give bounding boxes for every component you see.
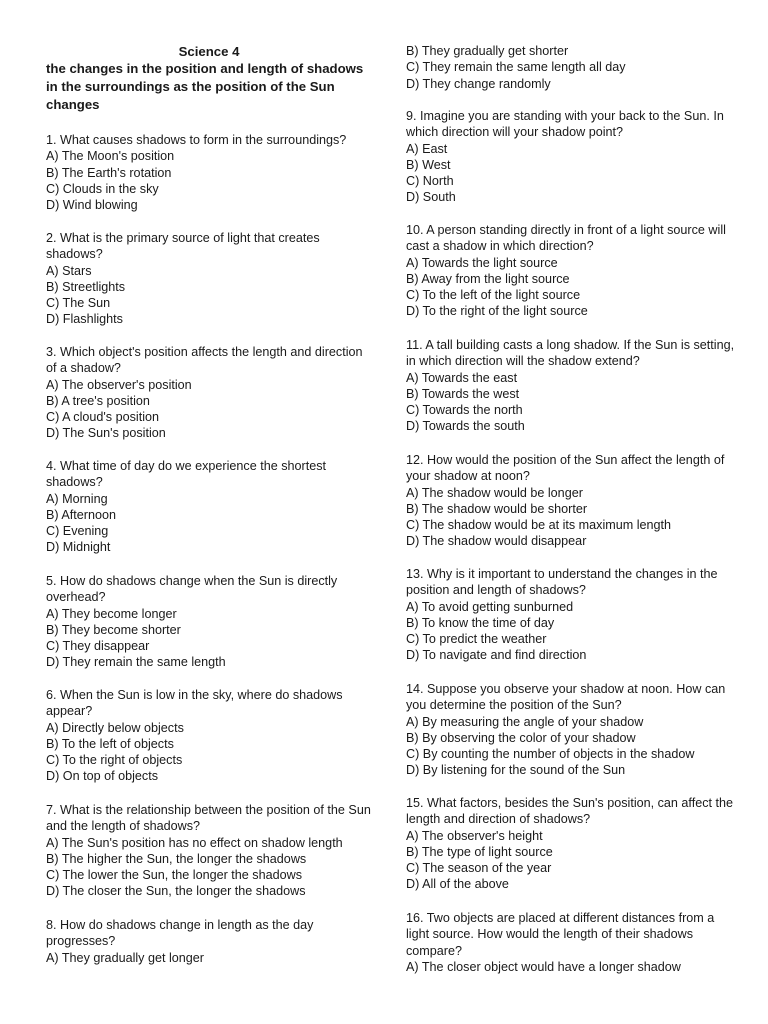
question-block: [406, 337, 736, 435]
answer-option: B) The Earth's rotation: [46, 165, 172, 180]
question-stem: 3. Which object's position affects the length and direction of a shadow?: [46, 345, 363, 376]
answer-option: B) By observing the color of your shadow: [406, 730, 636, 745]
answer-option: A) Directly below objects: [46, 720, 184, 735]
question-stem: 12. How would the position of the Sun affect the length of your shadow at noon?: [406, 453, 725, 484]
answer-option: A) East: [406, 141, 448, 156]
question-stem: 16. Two objects are placed at different distances from a light source. How would the length of their shadows compare?: [406, 911, 715, 958]
answer-option: C) By counting the number of objects in the shadow: [406, 747, 695, 762]
answer-option: C) The lower the Sun, the longer the shadows: [46, 868, 302, 883]
question-block: [46, 230, 372, 328]
answer-option: C) They remain the same length all day: [406, 60, 626, 75]
question-stem: 7. What is the relationship between the position of the Sun and the length of shadows?: [46, 803, 371, 834]
question-block: [406, 910, 736, 975]
answer-option: A) The closer object would have a longer shadow: [406, 959, 681, 974]
answer-option: C) A cloud's position: [46, 410, 160, 425]
document-header: [46, 43, 372, 114]
question-block: [46, 802, 372, 900]
answer-option: D) To navigate and find direction: [406, 648, 587, 663]
answer-option: B) They become shorter: [46, 622, 181, 637]
answer-option: C) To the right of objects: [46, 753, 183, 768]
answer-option: D) The closer the Sun, the longer the shadows: [46, 884, 306, 899]
question-stem: 2. What is the primary source of light that creates shadows?: [46, 231, 320, 262]
answer-option: D) South: [406, 190, 456, 205]
question-block: [406, 452, 736, 550]
answer-option: A) The Moon's position: [46, 149, 175, 164]
answer-option: C) Clouds in the sky: [46, 181, 159, 196]
answer-option: A) By measuring the angle of your shadow: [406, 714, 644, 729]
answer-option: D) To the right of the light source: [406, 304, 588, 319]
answer-option: A) The observer's height: [406, 828, 543, 843]
answer-option: C) The shadow would be at its maximum length: [406, 518, 672, 533]
question-stem: 9. Imagine you are standing with your back to the Sun. In which direction will your shadow point?: [406, 109, 724, 140]
answer-option: A) They gradually get longer: [46, 950, 204, 965]
answer-option: C) To predict the weather: [406, 632, 547, 647]
question-stem: 1. What causes shadows to form in the surroundings?: [46, 133, 347, 147]
answer-option: D) On top of objects: [46, 769, 158, 784]
answer-option: D) All of the above: [406, 877, 509, 892]
answer-option: B) They gradually get shorter: [406, 44, 569, 58]
answer-option: B) To the left of objects: [46, 736, 174, 751]
answer-option: D) Flashlights: [46, 312, 123, 327]
question-block: [46, 132, 372, 213]
answer-option: B) Away from the light source: [406, 271, 570, 286]
answer-option: D) The shadow would disappear: [406, 534, 587, 549]
question-block: [406, 681, 736, 779]
answer-option: C) The Sun: [46, 296, 111, 311]
answer-option: D) Wind blowing: [46, 198, 138, 213]
question-block: [46, 687, 372, 785]
question-block: [46, 344, 372, 442]
answer-option: B) The shadow would be shorter: [406, 501, 588, 516]
answer-option: B) The type of light source: [406, 844, 553, 859]
question-stem: 4. What time of day do we experience the shortest shadows?: [46, 459, 327, 490]
question-stem: 11. A tall building casts a long shadow. If the Sun is setting, in which direction will the shadow extend?: [406, 338, 735, 369]
question-stem: 10. A person standing directly in front of a light source will cast a shadow in which direction?: [406, 223, 726, 254]
question-block: [406, 222, 736, 320]
answer-option: A) Stars: [46, 263, 92, 278]
answer-option: D) They remain the same length: [46, 655, 226, 670]
question-stem: 15. What factors, besides the Sun's position, can affect the length and direction of shadows?: [406, 796, 734, 827]
answer-option: B) The higher the Sun, the longer the shadows: [46, 851, 307, 866]
answer-option: D) By listening for the sound of the Sun: [406, 763, 626, 778]
answer-option: C) They disappear: [46, 639, 150, 654]
answer-option: B) Towards the west: [406, 386, 520, 401]
question-stem: 14. Suppose you observe your shadow at noon. How can you determine the position of the Sun?: [406, 682, 726, 713]
answer-option: A) Towards the light source: [406, 255, 558, 270]
answer-option: B) West: [406, 157, 451, 172]
answer-option: D) The Sun's position: [46, 426, 166, 441]
answer-option: A) Morning: [46, 491, 108, 506]
answer-option: A) The observer's position: [46, 377, 192, 392]
question-stem: 5. How do shadows change when the Sun is directly overhead?: [46, 574, 338, 605]
answer-option: C) The season of the year: [406, 861, 552, 876]
answer-option: C) Towards the north: [406, 403, 523, 418]
question-block: [406, 566, 736, 664]
question-block: [406, 108, 736, 206]
answer-option: D) They change randomly: [406, 76, 551, 91]
answer-option: D) Midnight: [46, 540, 111, 555]
document-subtitle: the changes in the position and length of shadows in the surroundings as the position of the Sun changes: [46, 61, 364, 112]
answer-option: D) Towards the south: [406, 419, 525, 434]
answer-option: B) A tree's position: [46, 393, 150, 408]
answer-option: A) They become longer: [46, 606, 177, 621]
question-stem: 8. How do shadows change in length as the day progresses?: [46, 918, 314, 949]
question-continuation: [406, 43, 736, 92]
answer-option: C) To the left of the light source: [406, 288, 581, 303]
question-block: [46, 917, 372, 966]
answer-option: A) Towards the east: [406, 370, 518, 385]
answer-option: B) Afternoon: [46, 507, 117, 522]
question-block: [46, 458, 372, 556]
answer-option: C) North: [406, 174, 454, 189]
question-stem: 13. Why is it important to understand the changes in the position and length of shadows?: [406, 567, 718, 598]
document-title: Science 4: [178, 44, 240, 59]
answer-option: C) Evening: [46, 524, 109, 539]
question-stem: 6. When the Sun is low in the sky, where do shadows appear?: [46, 688, 343, 719]
question-block: [46, 573, 372, 671]
answer-option: A) The shadow would be longer: [406, 485, 583, 500]
answer-option: A) To avoid getting sunburned: [406, 599, 574, 614]
question-block: [406, 795, 736, 893]
answer-option: B) To know the time of day: [406, 615, 555, 630]
answer-option: A) The Sun's position has no effect on shadow length: [46, 835, 343, 850]
answer-option: B) Streetlights: [46, 279, 126, 294]
